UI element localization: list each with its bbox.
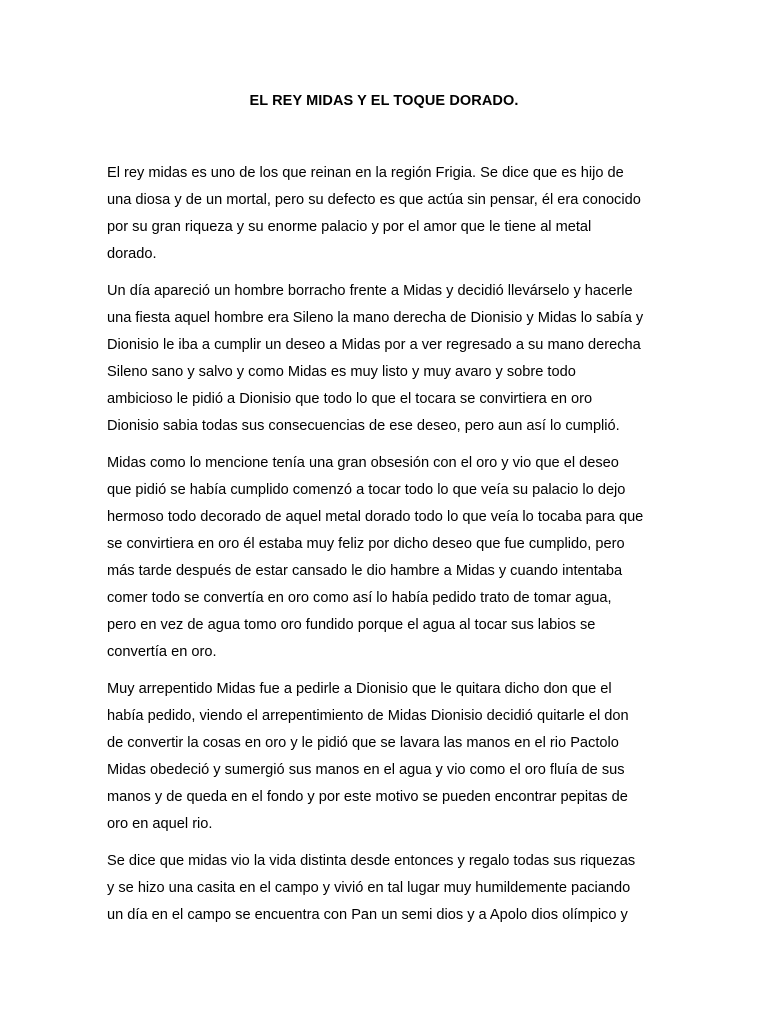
text-line: Dionisio sabia todas sus consecuencias de ese deseo, pero aun así lo cumplió. (107, 418, 620, 434)
text-line: que pidió se había cumplido comenzó a tocar todo lo que veía su palacio lo dejo (107, 482, 626, 498)
text-line: un día en el campo se encuentra con Pan un semi dios y a Apolo dios olímpico y (107, 907, 628, 923)
text-line: hermoso todo decorado de aquel metal dorado todo lo que veía lo tocaba para que (107, 509, 644, 525)
text-line: ambicioso le pidió a Dionisio que todo lo que el tocara se convirtiera en oro (107, 391, 593, 407)
text-line: Se dice que midas vio la vida distinta desde entonces y regalo todas sus riquezas (107, 853, 636, 869)
text-line: se convirtiera en oro él estaba muy feliz por dicho deseo que fue cumplido, pero (107, 536, 625, 552)
text-line: Un día apareció un hombre borracho frente a Midas y decidió llevárselo y hacerle (107, 283, 633, 299)
text-line: comer todo se convertía en oro como así lo había pedido trato de tomar agua, (107, 590, 612, 606)
text-line: Dionisio le iba a cumplir un deseo a Midas por a ver regresado a su mano derecha (107, 337, 641, 353)
paragraph-5 (107, 848, 665, 929)
text-line: oro en aquel rio. (107, 816, 213, 832)
document-body (107, 160, 665, 939)
text-line: Midas como lo mencione tenía una gran obsesión con el oro y vio que el deseo (107, 455, 619, 471)
paragraph-3 (107, 450, 665, 666)
paragraph-2 (107, 278, 665, 440)
document-title: EL REY MIDAS Y EL TOQUE DORADO. (249, 93, 519, 109)
text-line: una diosa y de un mortal, pero su defecto es que actúa sin pensar, él era conocido (107, 192, 641, 208)
text-line: y se hizo una casita en el campo y vivió en tal lugar muy humildemente paciando (107, 880, 631, 896)
text-line: manos y de queda en el fondo y por este motivo se pueden encontrar pepitas de (107, 789, 628, 805)
text-line: Sileno sano y salvo y como Midas es muy listo y muy avaro y sobre todo (107, 364, 576, 380)
text-line: por su gran riqueza y su enorme palacio y por el amor que le tiene al metal (107, 219, 592, 235)
text-line: había pedido, viendo el arrepentimiento de Midas Dionisio decidió quitarle el don (107, 708, 629, 724)
text-line: pero en vez de agua tomo oro fundido porque el agua al tocar sus labios se (107, 617, 596, 633)
paragraph-4 (107, 676, 665, 838)
text-line: Midas obedeció y sumergió sus manos en el agua y vio como el oro fluía de sus (107, 762, 625, 778)
paragraph-1 (107, 160, 665, 268)
text-line: una fiesta aquel hombre era Sileno la mano derecha de Dionisio y Midas lo sabía y (107, 310, 644, 326)
text-line: El rey midas es uno de los que reinan en la región Frigia. Se dice que es hijo de (107, 165, 624, 181)
text-line: más tarde después de estar cansado le dio hambre a Midas y cuando intentaba (107, 563, 623, 579)
text-line: Muy arrepentido Midas fue a pedirle a Dionisio que le quitara dicho don que el (107, 681, 612, 697)
text-line: dorado. (107, 246, 157, 262)
text-line: de convertir la cosas en oro y le pidió que se lavara las manos en el rio Pactolo (107, 735, 619, 751)
text-line: convertía en oro. (107, 644, 217, 660)
